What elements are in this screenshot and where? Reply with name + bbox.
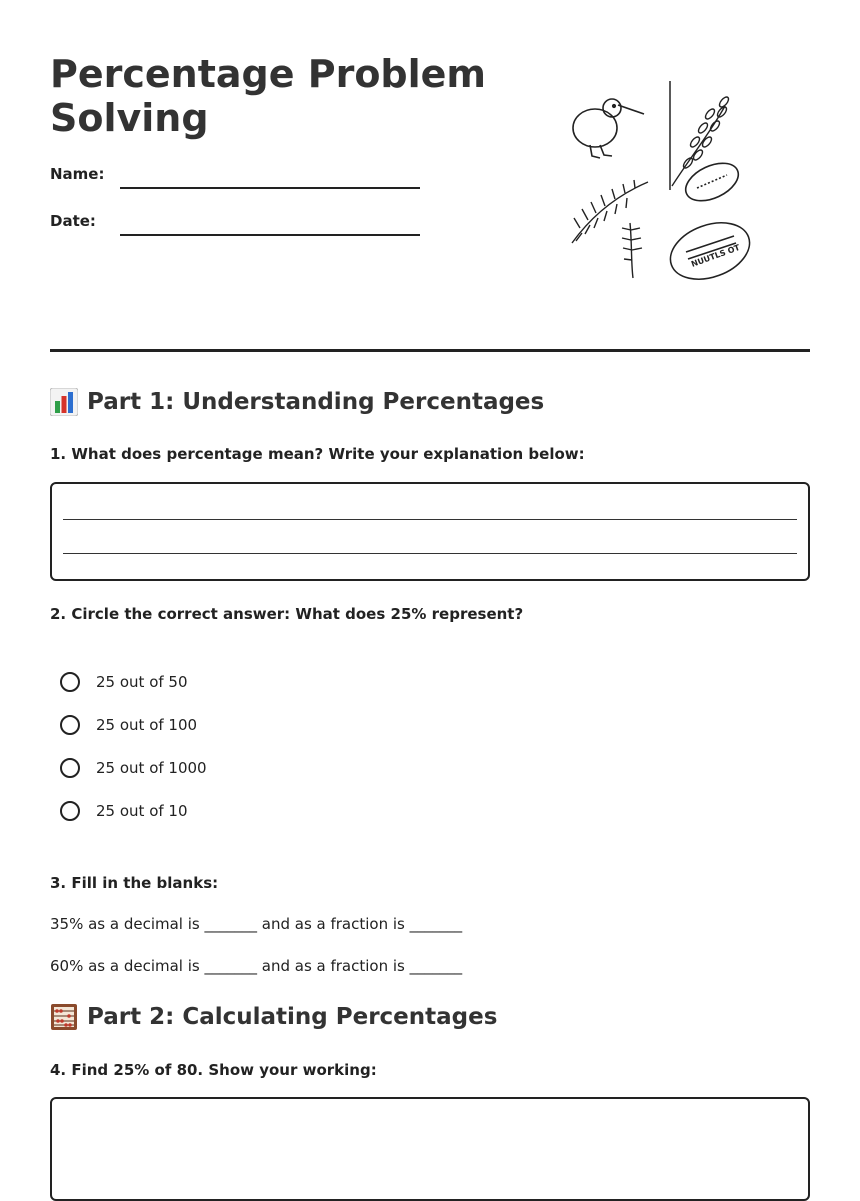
option-label: 25 out of 100 <box>96 716 198 734</box>
question-1: 1. What does percentage mean? Write your explanation below: <box>50 445 585 463</box>
option-label: 25 out of 1000 <box>96 759 207 777</box>
q4-working-box[interactable] <box>50 1097 810 1201</box>
part2-title: Part 2: Calculating Percentages <box>87 1004 498 1030</box>
q1-answer-box[interactable] <box>50 482 810 581</box>
radio-circle[interactable] <box>60 715 80 735</box>
radio-circle[interactable] <box>60 758 80 778</box>
kiwi-icon <box>573 99 644 158</box>
name-label: Name: <box>50 165 105 183</box>
name-field[interactable] <box>120 187 420 189</box>
q2-option[interactable] <box>60 715 197 735</box>
q2-option[interactable] <box>60 801 188 821</box>
q2-option[interactable] <box>60 758 207 778</box>
rugby-ball-large-icon <box>663 213 758 283</box>
option-label: 25 out of 50 <box>96 673 188 691</box>
fill-blank-row[interactable]: 35% as a decimal is _______ and as a fraction is _______ <box>50 915 463 933</box>
part1-title: Part 1: Understanding Percentages <box>87 389 545 415</box>
ball-text: NUUTLS OT <box>690 242 742 269</box>
silver-fern-icon <box>622 223 642 278</box>
section-divider <box>50 349 810 352</box>
rugby-ball-small-icon <box>680 156 744 209</box>
fern-frond-icon <box>572 180 648 243</box>
write-line <box>63 519 797 520</box>
abacus-icon <box>50 1003 78 1031</box>
fern-icon <box>672 95 730 186</box>
part2-heading <box>50 1003 497 1031</box>
page-title: Percentage Problem Solving <box>50 52 487 140</box>
question-3: 3. Fill in the blanks: <box>50 874 219 892</box>
part1-heading <box>50 388 544 416</box>
date-field[interactable] <box>120 234 420 236</box>
question-4: 4. Find 25% of 80. Show your working: <box>50 1061 377 1079</box>
radio-circle[interactable] <box>60 801 80 821</box>
bar-chart-icon <box>50 388 78 416</box>
fill-blank-row[interactable]: 60% as a decimal is _______ and as a fraction is _______ <box>50 957 463 975</box>
option-label: 25 out of 10 <box>96 802 188 820</box>
radio-circle[interactable] <box>60 672 80 692</box>
write-line <box>63 553 797 554</box>
hero-illustration <box>560 78 760 283</box>
question-2: 2. Circle the correct answer: What does 25% represent? <box>50 605 524 623</box>
date-label: Date: <box>50 212 96 230</box>
q2-option[interactable] <box>60 672 188 692</box>
